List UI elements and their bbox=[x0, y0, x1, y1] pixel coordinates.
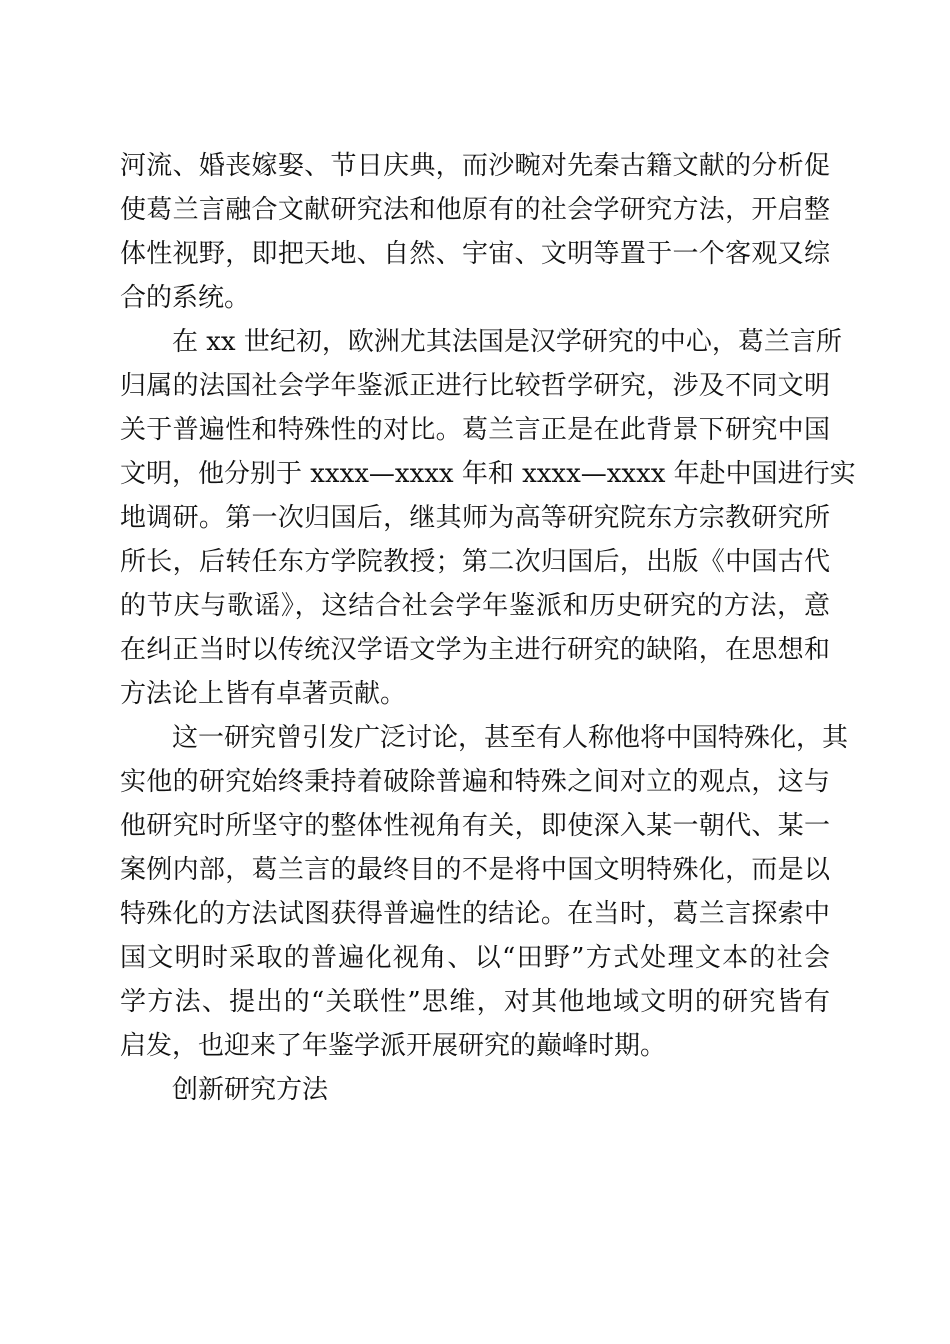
text-line: 启发，也迎来了年鉴学派开展研究的巅峰时期。 bbox=[120, 1031, 667, 1061]
document-body bbox=[120, 144, 856, 1112]
text-line: 这一研究曾引发广泛讨论，甚至有人称他将中国特殊化，其 bbox=[172, 723, 849, 753]
text-line: 归属的法国社会学年鉴派正进行比较哲学研究，涉及不同文明 bbox=[120, 371, 830, 401]
text-line: 他研究时所坚守的整体性视角有关，即使深入某一朝代、某一 bbox=[120, 811, 830, 841]
text-line: 学方法、提出的“关联性”思维，对其他地域文明的研究皆有 bbox=[120, 987, 830, 1017]
text-line: 所长，后转任东方学院教授；第二次归国后，出版《中国古代 bbox=[120, 547, 830, 577]
text-line: 在纠正当时以传统汉学语文学为主进行研究的缺陷，在思想和 bbox=[120, 635, 830, 665]
heading-text: 创新研究方法 bbox=[172, 1075, 329, 1105]
text-line: 文明，他分别于 xxxx—xxxx 年和 xxxx—xxxx 年赴中国进行实 bbox=[120, 459, 856, 489]
text-line: 合的系统。 bbox=[120, 283, 251, 313]
text-line: 案例内部，葛兰言的最终目的不是将中国文明特殊化，而是以 bbox=[120, 855, 830, 885]
text-line: 实他的研究始终秉持着破除普遍和特殊之间对立的观点，这与 bbox=[120, 767, 830, 797]
text-line: 河流、婚丧嫁娶、节日庆典，而沙畹对先秦古籍文献的分析促 bbox=[120, 151, 830, 181]
text-line: 的节庆与歌谣》，这结合社会学年鉴派和历史研究的方法，意 bbox=[120, 591, 830, 621]
text-line: 在 xx 世纪初，欧洲尤其法国是汉学研究的中心，葛兰言所 bbox=[172, 327, 842, 357]
text-line: 体性视野，即把天地、自然、宇宙、文明等置于一个客观又综 bbox=[120, 239, 830, 269]
text-line: 地调研。第一次归国后，继其师为高等研究院东方宗教研究所 bbox=[120, 503, 830, 533]
section-heading bbox=[120, 1068, 830, 1112]
paragraph-3 bbox=[120, 716, 849, 1068]
text-line: 方法论上皆有卓著贡献。 bbox=[120, 679, 407, 709]
text-line: 关于普遍性和特殊性的对比。葛兰言正是在此背景下研究中国 bbox=[120, 415, 830, 445]
paragraph-1 bbox=[120, 144, 830, 320]
text-line: 使葛兰言融合文献研究法和他原有的社会学研究方法，开启整 bbox=[120, 195, 830, 225]
paragraph-2 bbox=[120, 320, 856, 716]
text-line: 特殊化的方法试图获得普遍性的结论。在当时，葛兰言探索中 bbox=[120, 899, 830, 929]
text-line: 国文明时采取的普遍化视角、以“田野”方式处理文本的社会 bbox=[120, 943, 830, 973]
